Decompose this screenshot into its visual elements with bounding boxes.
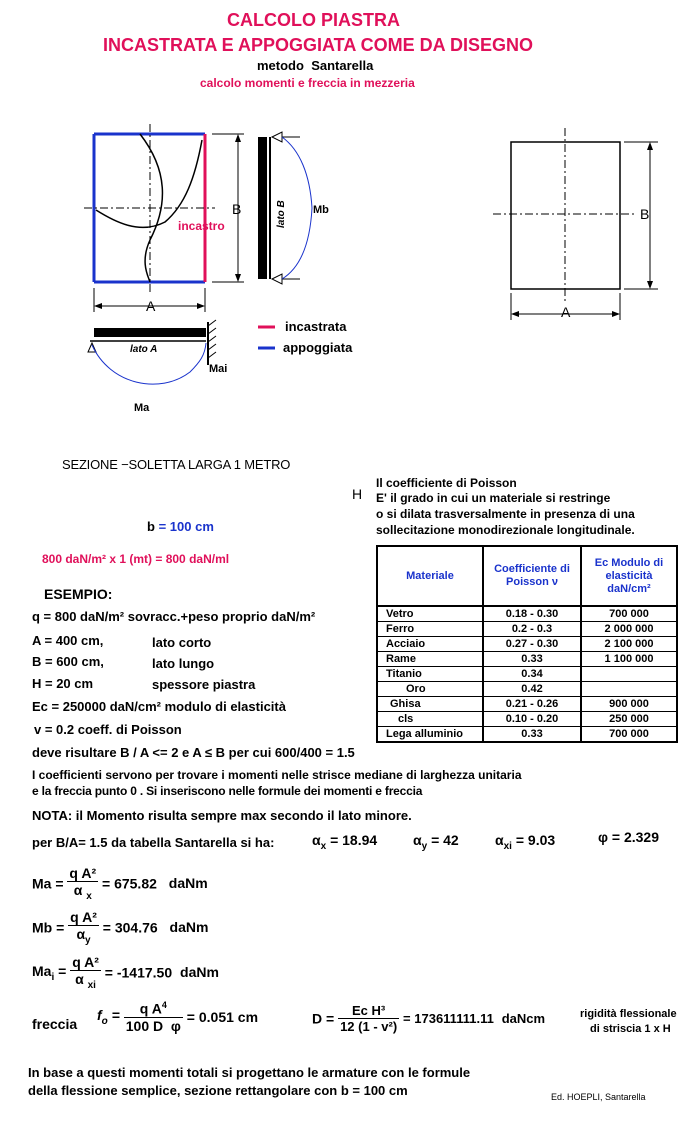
footer-line-1: In base a questi momenti totali si progettano le armature con le formule <box>28 1065 471 1080</box>
header-poisson: Coefficiente di Poisson ν <box>483 546 581 606</box>
mai-unit: daNm <box>180 964 219 981</box>
label-ma: Ma <box>134 402 150 414</box>
example-nu: v = 0.2 coeff. di Poisson <box>34 722 182 737</box>
mb-unit: daNm <box>169 919 209 936</box>
label-a-right: A <box>561 304 571 320</box>
table-row <box>377 727 677 743</box>
label-a-left: A <box>146 298 156 314</box>
title-line-1: CALCOLO PIASTRA <box>227 10 400 30</box>
cell-ec: 900 000 <box>581 697 677 712</box>
table-row <box>377 697 677 712</box>
example-ec: Ec = 250000 daN/cm² modulo di elasticità <box>32 699 286 714</box>
title-line-2: INCASTRATA E APPOGGIATA COME DA DISEGNO <box>103 35 534 55</box>
example-h: H = 20 cm <box>32 676 94 691</box>
cell-ec: 2 000 000 <box>581 622 677 637</box>
cell-poisson: 0.21 - 0.26 <box>483 697 581 712</box>
legend-incastrata: incastrata <box>285 319 347 334</box>
alpha-xi-value: = 9.03 <box>515 832 556 848</box>
label-b-right: B <box>640 206 650 222</box>
example-b: B = 600 cm, <box>32 654 104 669</box>
mb-value: = 304.76 <box>102 919 158 936</box>
table-row <box>377 667 677 682</box>
poisson-line-3: o si dilata trasversalmente in presenza di una <box>376 507 635 521</box>
example-q: q = 800 daN/m² sovracc.+peso proprio daN/m² <box>32 609 316 624</box>
cell-poisson: 0.33 <box>483 652 581 667</box>
example-note-1: I coefficienti servono per trovare i momenti nelle strisce mediane di larghezza unitaria <box>32 768 522 782</box>
example-heading: ESEMPIO: <box>44 586 113 602</box>
freccia-value: = 0.051 cm <box>186 1008 259 1025</box>
load-line: 800 daN/m² x 1 (mt) = 800 daN/ml <box>42 552 230 566</box>
cell-poisson: 0.34 <box>483 667 581 682</box>
table-row <box>377 606 677 622</box>
table-row <box>377 652 677 667</box>
formula-mb: Mb = $\frac{\text{q A²}}{\alpha_y}$ = 304.76 daNm <box>32 909 209 946</box>
label-b-left: B <box>232 201 242 217</box>
alpha-y-value: = 42 <box>431 832 459 848</box>
alpha-x-value: = 18.94 <box>330 832 378 848</box>
materials-table <box>376 545 678 743</box>
cell-material: Oro <box>377 682 483 697</box>
d-unit: daNcm <box>501 1011 546 1026</box>
cell-ec: 1 100 000 <box>581 652 677 667</box>
cell-poisson: 0.10 - 0.20 <box>483 712 581 727</box>
table-row <box>377 712 677 727</box>
table-row <box>377 622 677 637</box>
section-title: SEZIONE −SOLETTA LARGA 1 METRO <box>62 457 291 472</box>
cell-poisson: 0.42 <box>483 682 581 697</box>
phi: φ = 2.329 <box>598 829 660 845</box>
legend-appoggiata: appoggiata <box>283 340 353 355</box>
formula-ma: Ma = $\frac{\text{q A²}}{\alpha _x}$ = 675.82 daNm <box>32 865 208 902</box>
plate-right-drawing <box>493 128 658 320</box>
d-note-2: di striscia 1 x H <box>590 1023 671 1035</box>
cell-ec: 700 000 <box>581 727 677 743</box>
example-condition: deve risultare B / A <= 2 e A ≤ B per cui 600/400 = 1.5 <box>32 745 355 760</box>
table-row <box>377 682 677 697</box>
ma-unit: daNm <box>168 875 208 892</box>
plate-left-drawing <box>84 124 244 312</box>
footer-line-2: della flessione semplice, sezione rettangolare con b = 100 cm <box>28 1083 408 1098</box>
cell-material: Ghisa <box>377 697 483 712</box>
cell-poisson: 0.33 <box>483 727 581 743</box>
example-a: A = 400 cm, <box>32 633 104 648</box>
label-lato-a: lato A <box>130 344 158 355</box>
cell-ec <box>581 682 677 697</box>
d-note-1: rigidità flessionale <box>580 1008 677 1020</box>
table-row <box>377 637 677 652</box>
cell-poisson: 0.27 - 0.30 <box>483 637 581 652</box>
cell-material: Ferro <box>377 622 483 637</box>
formula-mai: $Ma_i$ = $\frac{\text{q A²}}{\alpha _{xi}}$ = -1417.50 daNm <box>32 954 219 991</box>
poisson-line-4: sollecitazione monodirezionale longitudinale. <box>376 523 635 537</box>
poisson-line-2: E' il grado in cui un materiale si restringe <box>376 491 611 505</box>
cell-material: Vetro <box>377 606 483 622</box>
cell-ec: 250 000 <box>581 712 677 727</box>
section-h-label: H <box>352 486 363 502</box>
section-b-label <box>147 519 214 534</box>
example-b-desc: lato lungo <box>152 656 215 671</box>
cell-material: Rame <box>377 652 483 667</box>
example-nota: NOTA: il Momento risulta sempre max secondo il lato minore. <box>32 808 412 823</box>
label-incastro: incastro <box>178 219 225 233</box>
cell-ec: 700 000 <box>581 606 677 622</box>
footer-credit: Ed. HOEPLI, Santarella <box>551 1092 646 1102</box>
b-value: = 100 cm <box>158 519 214 534</box>
alpha-xi: $\alpha_{xi} = 9.03$ <box>495 832 556 852</box>
header-ec: Ec Modulo di elasticità daN/cm² <box>581 546 677 606</box>
cell-ec: 2 100 000 <box>581 637 677 652</box>
cell-material: Titanio <box>377 667 483 682</box>
alpha-x: $\alpha_x = 18.94$ <box>312 832 378 852</box>
mai-value: = -1417.50 <box>104 964 173 981</box>
cell-material: cls <box>377 712 483 727</box>
alpha-y: $\alpha_y = 42$ <box>413 832 459 852</box>
b-symbol: b <box>147 519 155 534</box>
plate-diagrams <box>0 0 699 470</box>
poisson-line-1: Il coefficiente di Poisson <box>376 476 517 490</box>
formula-d: D = $\frac{\text{Ec H³}}{\text{12 (1 - v²)}}$ = 173611111.11 daNcm <box>312 1003 546 1034</box>
ma-value: = 675.82 <box>102 875 157 892</box>
table-header-row <box>377 546 677 606</box>
method-name: Santarella <box>311 58 374 73</box>
label-mb: Mb <box>313 204 329 216</box>
formula-freccia: $f_o$ = $\frac{q A^4}{\text{100 D φ}}$ = 0.051 cm <box>97 1000 259 1034</box>
cell-material: Lega alluminio <box>377 727 483 743</box>
coeff-line: per B/A= 1.5 da tabella Santarella si ha: <box>32 835 275 850</box>
method-prefix: metodo <box>257 58 304 73</box>
cell-poisson: 0.18 - 0.30 <box>483 606 581 622</box>
d-value: = 173611111.11 <box>403 1011 494 1026</box>
example-h-desc: spessore piastra <box>152 677 256 692</box>
freccia-label: freccia <box>32 1016 78 1032</box>
subtitle: calcolo momenti e freccia in mezzeria <box>200 76 415 90</box>
cell-ec <box>581 667 677 682</box>
label-lato-b: lato B <box>276 200 287 228</box>
example-note-2: e la freccia punto 0 . Si inseriscono nelle formule dei momenti e freccia <box>32 784 423 798</box>
example-a-desc: lato corto <box>152 635 212 650</box>
header-materiale: Materiale <box>377 546 483 606</box>
cell-poisson: 0.2 - 0.3 <box>483 622 581 637</box>
label-mai: Mai <box>209 363 228 375</box>
phi-value: = 2.329 <box>611 829 660 845</box>
cell-material: Acciaio <box>377 637 483 652</box>
